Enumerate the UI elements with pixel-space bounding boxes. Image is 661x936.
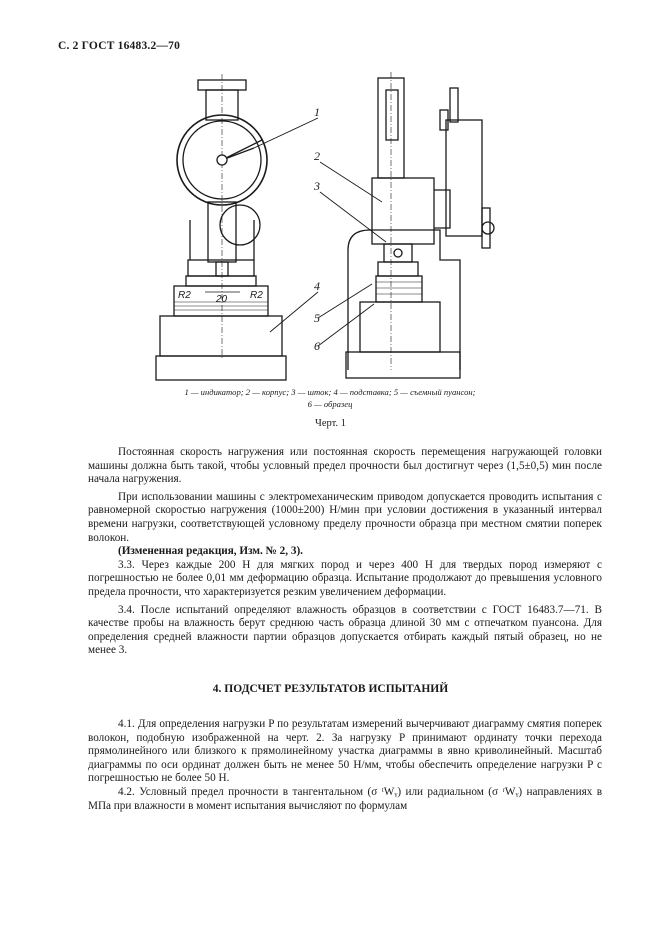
dim-width: 20: [216, 294, 228, 305]
figure-label-4: 4: [314, 279, 320, 293]
paragraph-electromechanical: При использовании машины с электромеханическим приводом допускается проводить испытания с равномерной скоростью нагружения (1000±200) Н/мин при условии достижения в указанный интервал времени нагрузки, соответствующей условному пределу прочности образца при местном смятии поперек волокон.: [88, 490, 602, 544]
dim-radius-right: R2: [250, 290, 263, 301]
figure-label-1: 1: [314, 105, 320, 119]
paragraph-amendment: (Измененная редакция, Изм. № 2, 3).: [118, 545, 303, 558]
paragraph-4-1: 4.1. Для определения нагрузки P по результатам измерений вычерчивают диаграмму смятия поперек волокон, подобную изображенной на черт. 2. За нагрузку P принимают ординату точки перехода прямолинейного или близкого к прямолинейному участка диаграммы в явно криволинейный. Масштаб диаграммы по оси ординат должен быть не менее 50 Н/мм, чтобы обеспечить определение нагрузки P с погрешностью не более 50 Н.: [88, 718, 602, 785]
dim-radius-left: R2: [178, 290, 191, 301]
paragraph-3-4: 3.4. После испытаний определяют влажность образцов в соответствии с ГОСТ 16483.7—71. В качестве пробы на влажность берут среднюю часть образца длиной 30 мм с отпечатком пуансона. Для определения средней влажности партии образцов допускается отбирать каждый пятый образец, но не менее 3.: [88, 603, 602, 657]
figure-label-5: 5: [314, 311, 320, 325]
figure-label-6: 6: [314, 339, 320, 353]
figure-label-2: 2: [314, 149, 320, 163]
figure-caption-line-2: 6 — образец: [307, 399, 353, 409]
paragraph-loading-speed: Постоянная скорость нагружения или постоянная скорость перемещения нагружающей головки машины должна быть такой, чтобы условный предел прочности был достигнут через (1,5±0,5) мин после начала нагружения.: [88, 446, 602, 486]
text-block-1: [88, 446, 602, 658]
figure-label-3: 3: [314, 179, 320, 193]
page-header: С. 2 ГОСТ 16483.2—70: [58, 40, 181, 52]
section-title: 4. ПОДСЧЕТ РЕЗУЛЬТАТОВ ИСПЫТАНИЙ: [212, 683, 449, 695]
paragraph-4-2: 4.2. Условный предел прочности в тангентальном (σ ᵗWᵧ) или радиальном (σ ʳWᵧ) направлениях в МПа при влажности в момент испытания вычисляют по формулам: [88, 785, 602, 812]
figure-caption-line-1: 1 — индикатор; 2 — корпус; 3 — шток; 4 — подставка; 5 — съемный пуансон;: [184, 387, 476, 397]
figure-caption: [140, 386, 520, 410]
figure-number: Черт. 1: [315, 418, 346, 429]
text-block-2: [88, 718, 602, 813]
paragraph-3-3: 3.3. Через каждые 200 Н для мягких пород и через 400 Н для твердых пород измеряют с погрешностью не более 0,01 мм деформацию образца. Испытание продолжают до превышения условного предела прочности, что характеризуется резким увеличением деформации.: [88, 558, 602, 598]
apparatus-drawing: [150, 70, 510, 400]
